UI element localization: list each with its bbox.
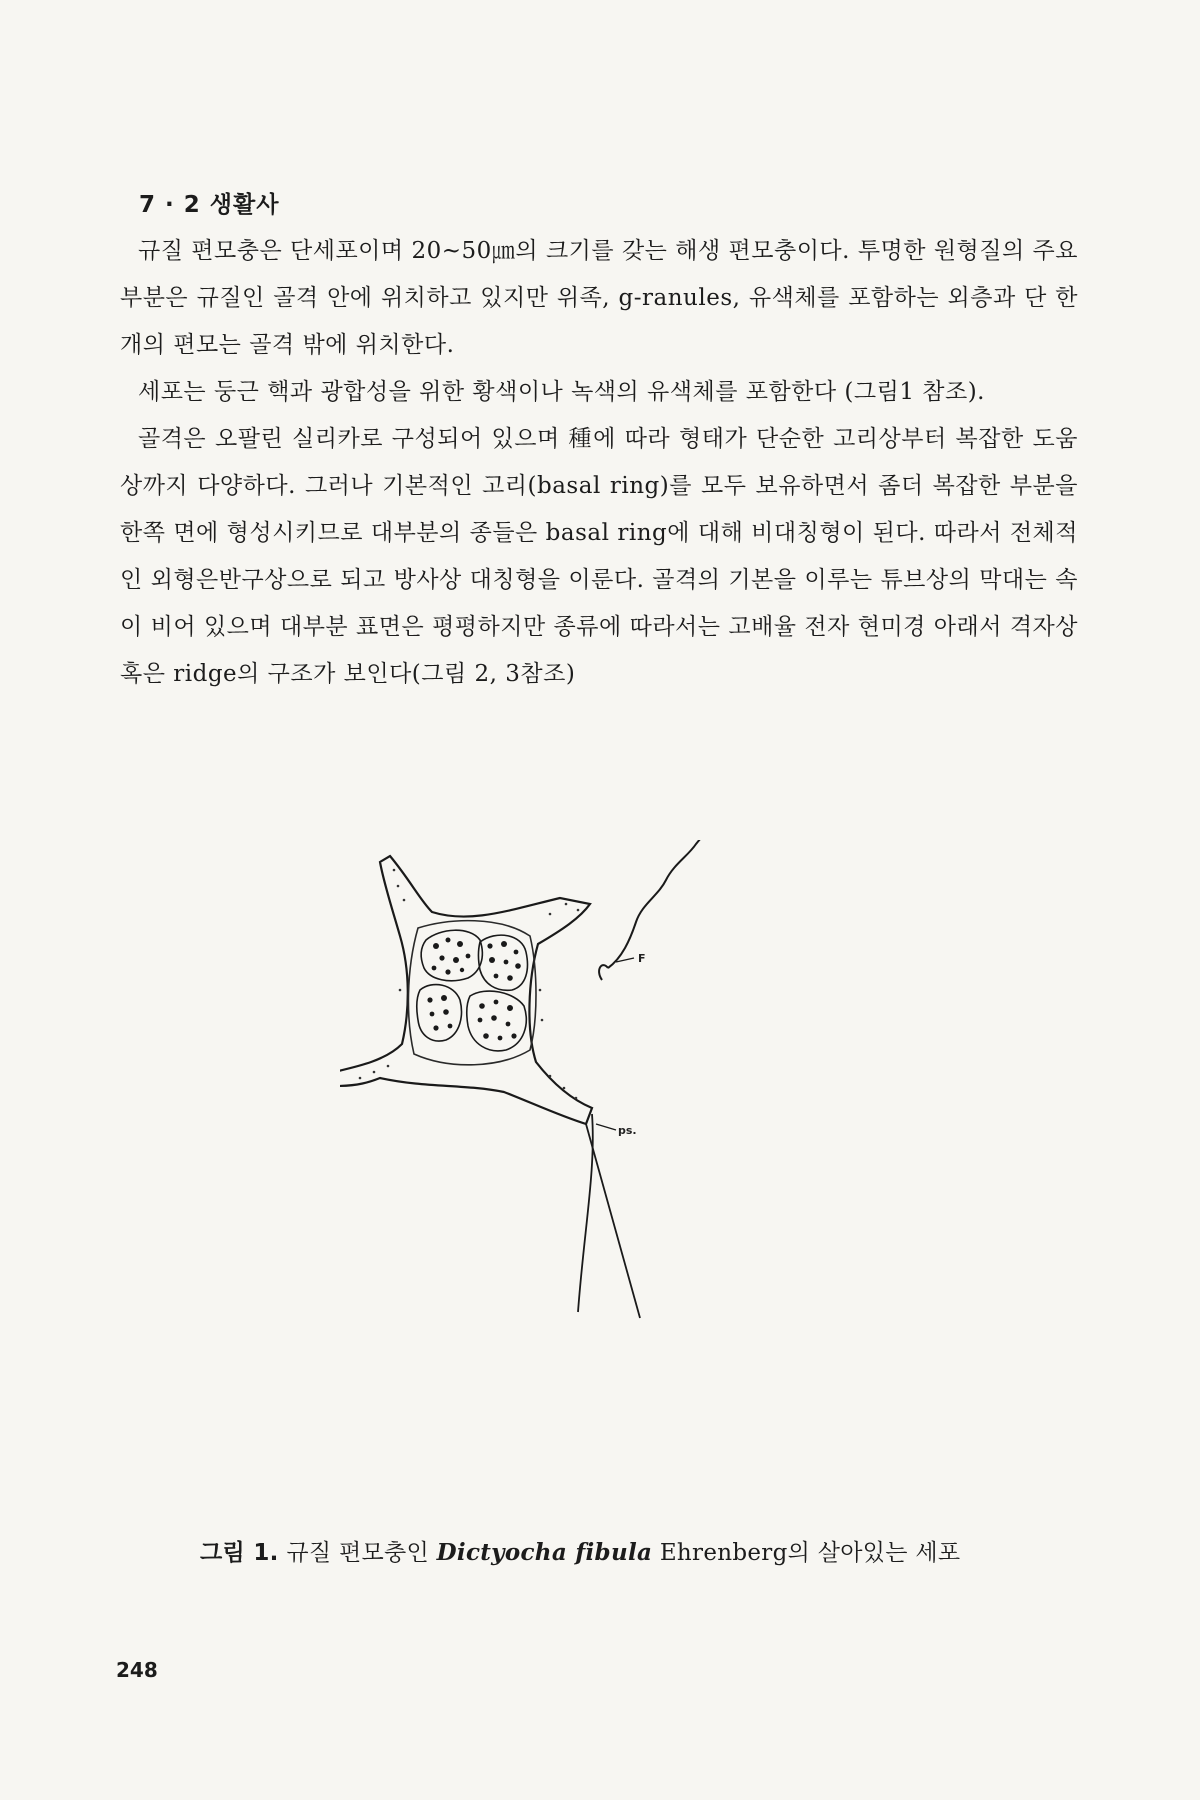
flagellum	[608, 840, 720, 968]
skeleton-outline	[340, 856, 592, 1124]
paragraph: 골격은 오팔린 실리카로 구성되어 있으며 種에 따라 형태가 단순한 고리상부터 복잡한 도움상까지 다양하다. 그러나 기본적인 고리(basal ring)를 모두 보유하면서 좀더 복잡한 부분을 한쪽 면에 형성시키므로 대부분의 종들은 basal ring에 대해 비대칭형이 된다. 따라서 전체적인 외형은반구상으로 되고 방사상 대칭형을 이룬다. 골격의 기본을 이루는 튜브상의 막대는 속이 비어 있으며 대부분 표면은 평평하지만 종류에 따라서는 고배율 전자 현미경 아래서 격자상 혹은 ridge의 구조가 보인다(그림 2, 3참조)	[120, 426, 1078, 687]
caption-prefix: 규질 편모충인	[286, 1540, 430, 1566]
pseudopod-left	[586, 1124, 640, 1318]
label-flagellum: F	[638, 952, 646, 965]
figure-1-illustration	[340, 840, 900, 1520]
caption-figure-number: 그림 1.	[200, 1540, 279, 1566]
granules	[427, 938, 520, 1041]
label-pseudopod: ps.	[618, 1124, 637, 1137]
page-number: 248	[116, 1658, 158, 1682]
caption-suffix: Ehrenberg의 살아있는 세포	[659, 1540, 961, 1566]
chromatophores	[417, 930, 528, 1051]
caption-species-name: Dictyocha fibula	[436, 1539, 653, 1566]
body-text	[120, 228, 1078, 698]
paragraph: 규질 편모충은 단세포이며 20~50㎛의 크기를 갖는 해생 편모충이다. 투명한 원형질의 주요 부분은 규질인 골격 안에 위치하고 있지만 위족, g-ranules, 유색체를 포함하는 외층과 단 한 개의 편모는 골격 밖에 위치한다.	[120, 238, 1078, 358]
dictyocha-cell-drawing	[340, 840, 900, 1520]
paragraph: 세포는 둥근 핵과 광합성을 위한 황색이나 녹색의 유색체를 포함한다 (그림1 참조).	[138, 379, 985, 405]
figure-caption	[200, 1534, 1020, 1567]
section-heading: 7 · 2 생활사	[139, 192, 280, 218]
flagellum-lower	[599, 965, 608, 980]
